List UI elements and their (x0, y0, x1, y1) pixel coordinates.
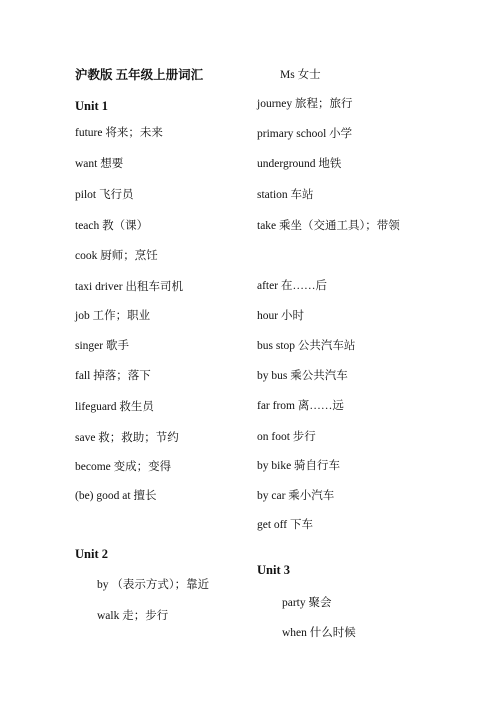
vocab-entry: teach 教（课） (75, 220, 149, 232)
vocab-entry: walk 走；步行 (97, 610, 169, 622)
unit-2-heading: Unit 2 (75, 547, 108, 561)
vocab-entry: by bike 骑自行车 (257, 460, 341, 472)
vocab-entry: far from 离……远 (257, 400, 344, 412)
page-title: 沪教版 五年级上册词汇 (75, 68, 204, 82)
unit-1-heading: Unit 1 (75, 99, 108, 113)
unit-3-heading: Unit 3 (257, 563, 290, 577)
vocab-entry: bus stop 公共汽车站 (257, 340, 356, 352)
vocab-entry: party 聚会 (282, 597, 332, 609)
vocab-entry: cook 厨师；烹饪 (75, 250, 158, 262)
vocab-entry: by bus 乘公共汽车 (257, 370, 348, 382)
vocab-entry: singer 歌手 (75, 340, 129, 352)
vocab-entry: by （表示方式）；靠近 (97, 579, 210, 591)
vocab-entry: hour 小时 (257, 310, 304, 322)
vocab-entry: fall 掉落；落下 (75, 370, 151, 382)
vocab-entry: become 变成；变得 (75, 461, 172, 473)
vocab-entry: on foot 步行 (257, 431, 316, 443)
vocab-entry: journey 旅程；旅行 (257, 98, 353, 110)
vocab-entry: pilot 飞行员 (75, 189, 134, 201)
vocab-entry: after 在……后 (257, 280, 327, 292)
vocab-entry: Ms 女士 (280, 69, 321, 81)
vocab-entry: by car 乘小汽车 (257, 490, 335, 502)
vocab-entry: primary school 小学 (257, 128, 353, 140)
vocab-entry: want 想要 (75, 158, 124, 170)
vocab-entry: get off 下车 (257, 519, 314, 531)
vocab-entry: lifeguard 救生员 (75, 401, 154, 413)
vocab-entry: take 乘坐（交通工具）；带领 (257, 220, 400, 232)
vocab-entry: underground 地铁 (257, 158, 342, 170)
vocab-entry: taxi driver 出租车司机 (75, 281, 183, 293)
vocab-entry: job 工作；职业 (75, 310, 151, 322)
vocab-entry: future 将来；未来 (75, 127, 163, 139)
vocab-entry: station 车站 (257, 189, 314, 201)
vocab-entry: when 什么时候 (282, 627, 356, 639)
vocab-entry: (be) good at 擅长 (75, 490, 157, 502)
vocab-entry: save 救；救助；节约 (75, 432, 179, 444)
